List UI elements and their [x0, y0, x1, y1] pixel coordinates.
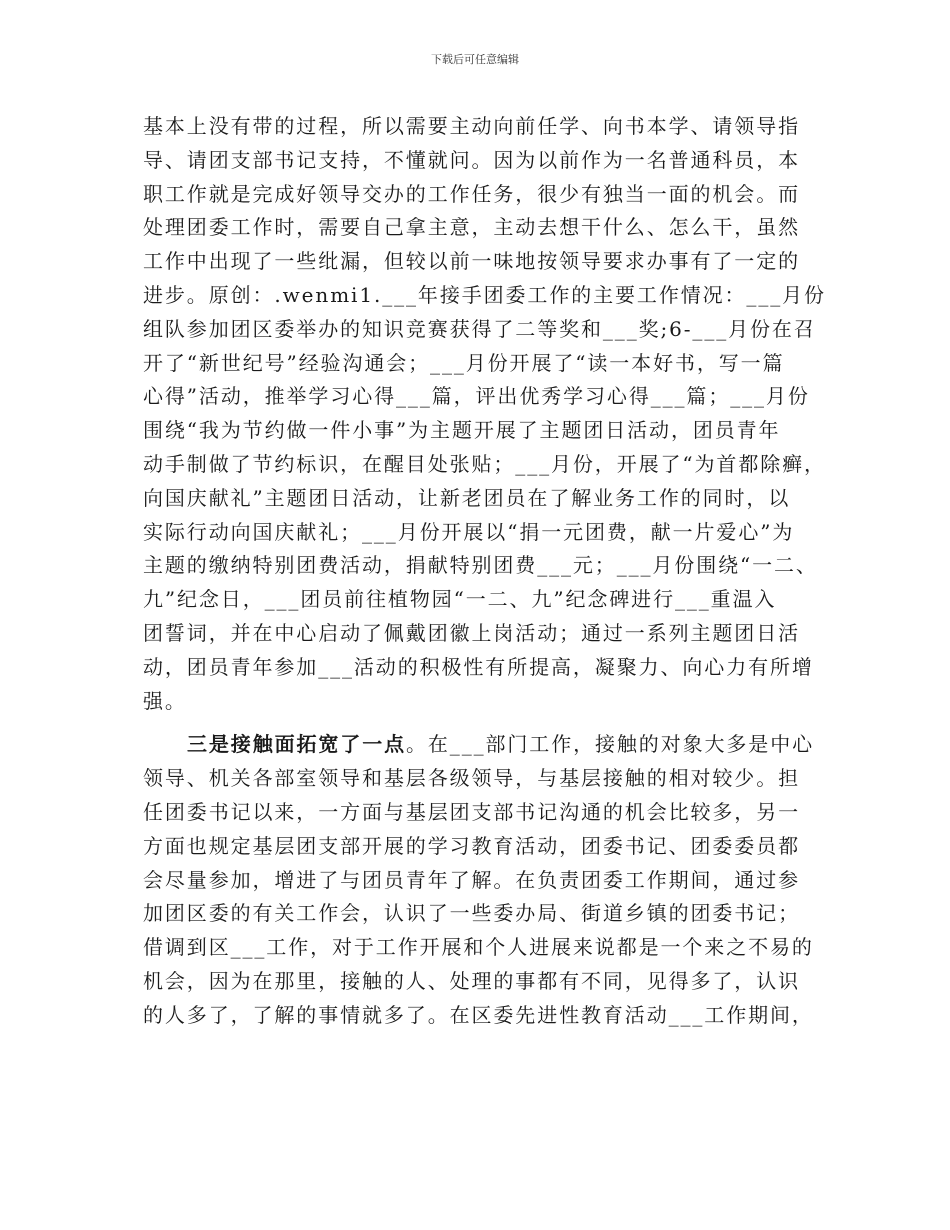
text-line: 动，团员青年参加___活动的积极性有所提高，凝聚力、向心力有所增: [143, 654, 814, 679]
text-line: 借调到区___工作，对于工作开展和个人进展来说都是一个来之不易的: [143, 935, 814, 960]
text-line: 会尽量参加，增进了与团员青年了解。在负责团委工作期间，通过参: [143, 867, 800, 892]
text-line: 实际行动向国庆献礼；___月份开展以“捐一元团费，献一片爱心”为: [143, 519, 795, 544]
document-body: [143, 110, 826, 1033]
text-line: 的人多了，了解的事情就多了。在区委先进性教育活动___工作期间，: [143, 1002, 814, 1027]
text-line: 职工作就是完成好领导交办的工作任务，很少有独当一面的机会。而: [143, 181, 800, 206]
text-line: 动手制做了节约标识，在醒目处张贴；___月份，开展了“为首都除癣，: [143, 451, 826, 476]
page-header: 下载后可任意编辑: [431, 53, 519, 66]
text-line: 团誓词，并在中心启动了佩戴团徽上岗活动；通过一系列主题团日活: [143, 620, 800, 645]
text-line: 加团区委的有关工作会，认识了一些委办局、街道乡镇的团委书记；: [143, 901, 800, 926]
paragraph-2: [143, 728, 815, 1032]
text-line: 主题的缴纳特别团费活动，捐献特别团费___元；___月份围绕“一二、: [143, 553, 818, 578]
text-line-first: [143, 728, 815, 762]
text-line: 方面也规定基层团支部开展的学习教育活动，团委书记、团委委员都: [143, 833, 800, 858]
text-line: 导、请团支部书记支持，不懂就问。因为以前作为一名普通科员，本: [143, 147, 800, 172]
text-line: 基本上没有带的过程，所以需要主动向前任学、向书本学、请领导指: [143, 114, 800, 138]
text-line: 机会，因为在那里，接触的人、处理的事都有不同，见得多了，认识: [143, 968, 800, 993]
text-line: 开了“新世纪号”经验沟通会；___月份开展了“读一本好书，写一篇: [143, 350, 785, 375]
text-line: 心得”活动，推举学习心得___篇，评出优秀学习心得___篇；___月份: [143, 384, 810, 409]
text-line: 领导、机关各部室领导和基层各级领导，与基层接触的相对较少。担: [143, 766, 800, 791]
paragraph-gap: [143, 718, 815, 728]
text-line: 强。: [143, 688, 187, 713]
paragraph-heading: 三是接触面拓宽了一点: [187, 732, 406, 757]
paragraph-1: [143, 110, 826, 718]
text-line: 组队参加团区委举办的知识竞赛获得了二等奖和___奖;6-___月份在召: [143, 316, 816, 341]
text-line: 任团委书记以来，一方面与基层团支部书记沟通的机会比较多，另一: [143, 799, 800, 824]
text-line: 向国庆献礼”主题团日活动，让新老团员在了解业务工作的同时，以: [143, 485, 791, 510]
text-line: 进步。原创：.wenmi1.___年接手团委工作的主要工作情况：___月份: [143, 282, 826, 307]
text-line: 处理团委工作时，需要自己拿主意，主动去想干什么、怎么干，虽然: [143, 215, 800, 240]
text-line: 工作中出现了一些纰漏，但较以前一味地按领导要求办事有了一定的: [143, 249, 800, 274]
text-line: 围绕“我为节约做一件小事”为主题开展了主题团日活动，团员青年: [143, 418, 781, 443]
text-line: 九”纪念日，___团员前往植物园“一二、九”纪念碑进行___重温入: [143, 587, 777, 612]
text-run: 。在___部门工作，接触的对象大多是中心: [406, 732, 814, 757]
